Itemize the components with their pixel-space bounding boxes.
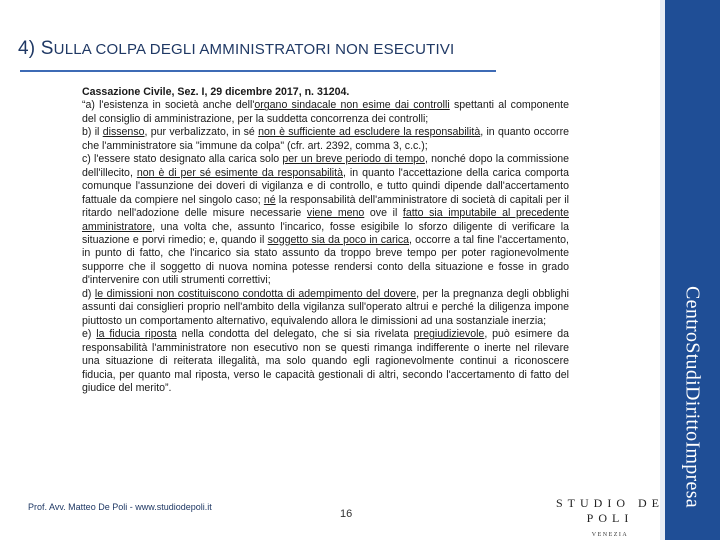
title-number: 4) xyxy=(18,38,36,59)
text-span: , può esimere da responsabilità l'amministratore non esecutivo non se questi rimanga indifferente o inerte nel rilevare una situazione di reiterata illegalità, ma solo quando egli ragionevolmente continui a riconoscere fiducia, per quanto mal riposta, verso le capacità gestionali di altri, secondo l'accertamento di fatto del giudice del merito”. xyxy=(82,328,569,394)
text-span: “a) l'esistenza in società anche dell' xyxy=(82,99,255,112)
text-span: , pur verbalizzato, in sé xyxy=(144,126,259,139)
underlined-span: soggetto sia da poco in carica xyxy=(267,233,410,246)
paragraph-b xyxy=(82,126,569,153)
text-span: d) xyxy=(82,287,95,300)
ruling-text xyxy=(82,86,569,395)
text-span: , in quanto occorre che l'amministratore sia "immune da colpa" (cfr. art. 2392, comma 3, c.c.); xyxy=(82,126,569,152)
studio-logo xyxy=(530,496,690,538)
text-span: ove il xyxy=(364,207,403,220)
underlined-span: la fiducia riposta xyxy=(96,328,177,341)
text-span: e) xyxy=(82,328,97,341)
title-underline xyxy=(20,70,496,72)
text-span: , una volta che, assunto l'incarico, fosse esigibile lo sforzo diligente di verificare la situazione e porvi rimedio; e, quando il xyxy=(82,220,569,246)
logo-name: STUDIO DE POLI xyxy=(556,496,664,525)
title-rest: ULLA COLPA DEGLI AMMINISTRATORI NON ESECUTIVI xyxy=(53,41,455,58)
logo-city: VENEZIA xyxy=(591,532,629,538)
underlined-span: viene meno xyxy=(306,207,365,220)
underlined-span: pregiudizievole xyxy=(413,328,485,341)
slide-title xyxy=(18,38,454,60)
text-span: nella condotta del delegato, che si sia rivelata xyxy=(176,328,414,341)
paragraph-a xyxy=(82,99,569,126)
paragraph-d xyxy=(82,288,569,328)
paragraph-e xyxy=(82,328,569,395)
text-span: c) l'essere stato designato alla carica solo xyxy=(82,153,283,166)
ruling-heading: Cassazione Civile, Sez. I, 29 dicembre 2017, n. 31204. xyxy=(82,86,350,98)
text-span: , nonché dopo la commissione dell'illecito, xyxy=(82,153,569,179)
text-span: b) il xyxy=(82,126,103,139)
text-span: la responsabilità dell'amministratore di società di capitali per il ritardo nell'adozione delle misure necessarie xyxy=(82,193,569,220)
underlined-span: per un breve periodo di tempo xyxy=(282,153,425,166)
underlined-span: dissenso xyxy=(102,126,145,139)
text-span: , occorre a tal fine l'accertamento, in punto di fatto, che l'incarico sia stato assunto da troppo breve tempo per poter ragionevolmente supporre che il soggetto di nuova nomina potesse rendersi conto della situazione e fosse in grado d'intervenire con utili strumenti correttivi; xyxy=(82,233,569,287)
underlined-span: non è sufficiente ad escludere la responsabilità xyxy=(258,126,481,139)
text-span: , per la pregnanza degli obblighi assunti dai consiglieri proprio nell'ambito della vigilanza sull'operato altrui e perché la diligenza impone piuttosto un comportamento alternativo, equivalendo allora le dimissioni ad una sostanziale inerzia; xyxy=(82,287,569,327)
page-number: 16 xyxy=(340,508,353,520)
paragraph-c xyxy=(82,153,569,288)
footer-author: Prof. Avv. Matteo De Poli - www.studiodepoli.it xyxy=(28,502,212,512)
title-initial: S xyxy=(40,38,54,59)
underlined-span: organo sindacale non esime dai controlli xyxy=(254,99,450,112)
text-span: spettanti al componente del consiglio di amministrazione, per la suddetta concorrenza dei controlli; xyxy=(82,99,569,125)
underlined-span: fatto sia imputabile al precedente amministratore xyxy=(82,207,569,233)
underlined-span: le dimissioni non costituiscono condotta di adempimento del dovere xyxy=(94,287,417,300)
underlined-span: né xyxy=(263,193,276,206)
sidebar-vertical-text: CentroStudiDirittoImpresa xyxy=(681,286,704,508)
underlined-span: non è di per sé esimente da responsabilità xyxy=(136,166,343,179)
text-span: , in quanto l'accettazione della carica comporta comunque l'assunzione dei doveri di vigilanza e di controllo, e tutto quindi dipende dall'accertamento fattuale da compiere nel singolo caso; xyxy=(82,166,569,206)
